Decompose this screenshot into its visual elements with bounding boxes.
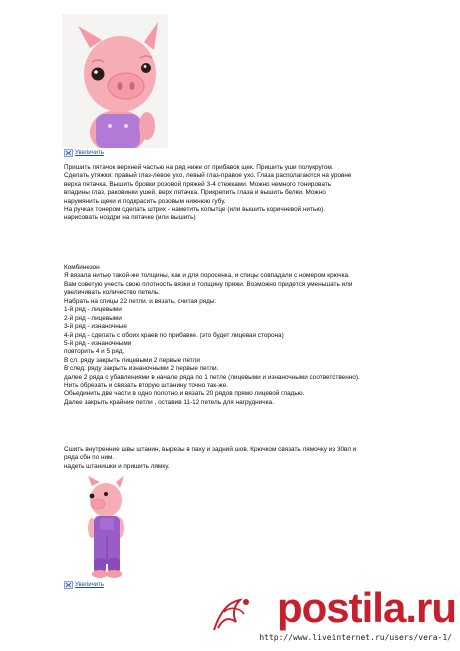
text-line: В след. ряду закрыть изнаночными 2 первые петли. xyxy=(64,365,219,373)
zoom-icon xyxy=(64,581,73,589)
zoom-link[interactable] xyxy=(64,148,104,158)
source-url: http://www.liveinternet.ru/users/vera-1/ xyxy=(259,633,452,642)
section-heading: Комбинезон xyxy=(64,264,100,271)
text-line: нарисовать ноздри на пятачке (или вышить) xyxy=(64,214,196,222)
pig-head-illustration xyxy=(62,14,168,148)
flourish-icon xyxy=(210,592,256,632)
pig-head-photo xyxy=(62,14,168,148)
text-line: верха пятачка. Вышить бровки розовой пряжей 3-4 стежками. Можно немного тонировать xyxy=(64,180,332,188)
text-line: надеть штанишки и пришить лямку. xyxy=(64,462,170,470)
text-line: Сшить внутренние швы штанин, вырезы в паху и задний шов. Крючком связать лямочку из 30вп и xyxy=(64,446,357,453)
text-line: 5-й ряд - изнаночными xyxy=(64,340,132,348)
text-line: повторить 4 и 5 ряд. xyxy=(64,348,125,356)
text-line: Вам советую учесть свою плотность вязки и толщину пряжи. Возможно придется уменьшать или xyxy=(64,280,353,288)
text-line: На ручках тонером сделать штрих - наметить копытце (или вышить коричневой нитью). xyxy=(64,206,326,214)
instructions-face xyxy=(64,164,434,223)
text-line: Обьединить две части в одно полотно и вязать 20 рядов прямо лицевой гладью. xyxy=(64,390,305,398)
text-line: 2-й ряд - лицевыми xyxy=(64,314,122,322)
assembly-instructions xyxy=(64,446,434,471)
text-line: впадины глаз, раковинки ушей, верх пятачка. Прикрепить глаза и вышить белки. Можно xyxy=(64,189,326,197)
text-line: увеличивать количество петель. xyxy=(64,289,160,297)
text-line: Нить обрезать и связать вторую штанину точно так-же. xyxy=(64,382,228,390)
zoom-link[interactable] xyxy=(64,580,104,590)
text-line: Набрать на спицы 22 петли. и вязать, считая ряды: xyxy=(64,298,217,305)
text-line: Далее закрыть крайние петли , оставив 11-12 петель для нагрудничка. xyxy=(64,398,274,406)
text-line: ряда сбн по ним. xyxy=(64,454,115,462)
pig-overalls-photo xyxy=(62,476,168,580)
postila-logo: postila.ru xyxy=(276,584,456,631)
zoom-link-label[interactable]: Увеличить xyxy=(75,150,104,156)
text-line: Пришить пятачок верхней частью на ряд ниже от прибавок щек. Пришить уши полукругом. xyxy=(64,164,334,171)
text-line: нарумянить щеки и подкрасить розовым нижнюю губу. xyxy=(64,197,226,205)
knitting-rows xyxy=(64,298,434,407)
zoom-link-label[interactable]: Увеличить xyxy=(75,582,104,588)
text-line: 1-й ряд - лицевыми xyxy=(64,306,122,314)
text-line: В сл. ряду закрыть лицевыми 2 первые петли xyxy=(64,356,200,364)
text-line: 4-й ряд - сделать с обоих краев по прибавке. (это будет лицевая сторона) xyxy=(64,331,284,339)
text-line: Я вязала нитью такой-же толщины, как и для поросенка, и спицы совпадали с номером крючка. xyxy=(64,272,350,280)
pig-overalls-illustration xyxy=(62,476,168,580)
postila-watermark xyxy=(210,586,460,651)
overalls-intro xyxy=(64,264,434,298)
zoom-icon xyxy=(64,149,73,157)
text-line: 3-й ряд - изнаночные xyxy=(64,323,127,331)
text-line: Сделать утяжки: правый глаз-левое ухо, левый глаз-правое ухо. Глаза располагаются на уровне xyxy=(64,172,352,180)
text-line: далее 2 ряда с убавлениями в начале ряда по 1 петле (лицевыми и изнаночными соответственно). xyxy=(64,373,360,381)
